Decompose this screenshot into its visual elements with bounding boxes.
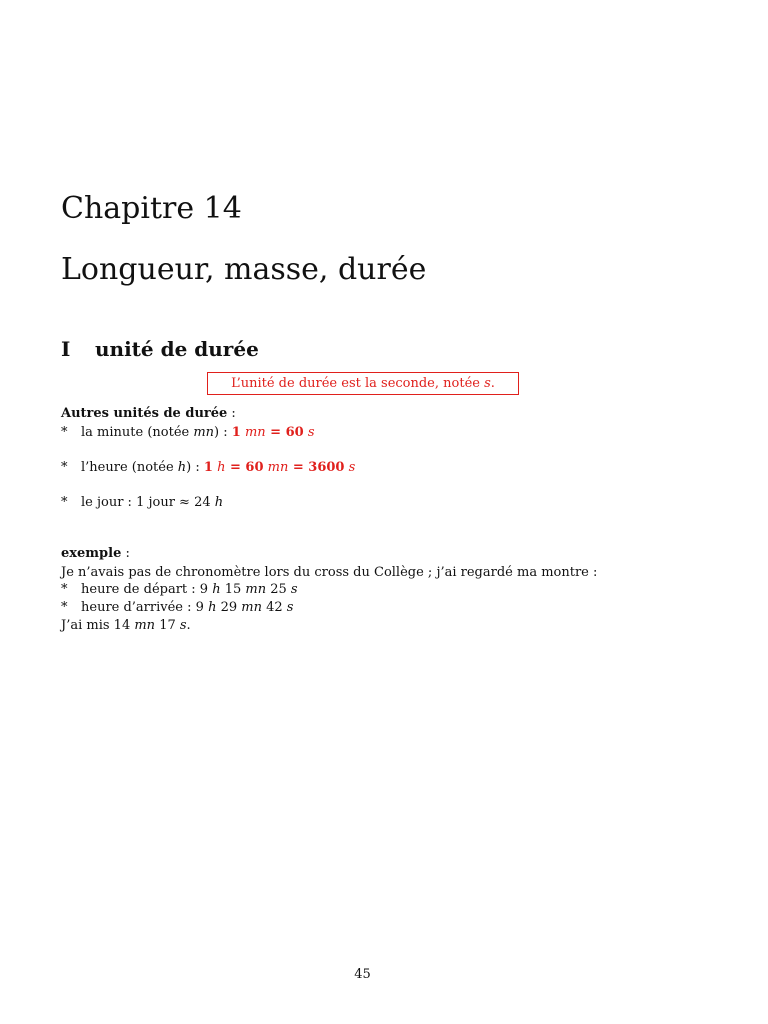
arrival-value-s: 42 bbox=[261, 600, 287, 615]
minute-text: la minute (notée bbox=[81, 425, 194, 440]
list-item-arrival bbox=[61, 599, 293, 617]
definition-end: . bbox=[490, 376, 495, 391]
hour-text-end: ) : bbox=[186, 460, 204, 475]
hour-eq-unit3: s bbox=[348, 460, 356, 475]
arrival-value-mn: 29 bbox=[216, 600, 242, 615]
definition-symbol: s bbox=[484, 376, 491, 391]
hour-eq-unit2: mn bbox=[267, 460, 289, 475]
bullet-marker: * bbox=[61, 582, 68, 597]
list-item-minute bbox=[61, 424, 315, 442]
arrival-unit-h: h bbox=[208, 600, 217, 615]
result-unit-s: s bbox=[179, 618, 187, 633]
example-heading bbox=[61, 545, 130, 563]
hour-eq-2: 60 bbox=[245, 460, 264, 475]
list-item-hour bbox=[61, 459, 355, 477]
start-value-mn: 15 bbox=[220, 582, 246, 597]
example-intro: Je n’avais pas de chronomètre lors du cross du Collège ; j’ai regardé ma montre : bbox=[61, 565, 598, 580]
start-unit-s: s bbox=[290, 582, 298, 597]
example-heading-text: exemple bbox=[61, 546, 122, 561]
other-units-heading bbox=[61, 405, 236, 423]
minute-eq-2: 60 bbox=[285, 425, 304, 440]
arrival-unit-s: s bbox=[286, 600, 294, 615]
bullet-marker: * bbox=[61, 495, 68, 510]
hour-eq-3: 3600 bbox=[308, 460, 345, 475]
minute-unit: mn bbox=[193, 425, 215, 440]
page-number: 45 bbox=[354, 967, 371, 982]
hour-eq-1: 1 bbox=[203, 460, 213, 475]
definition-text: L’unité de durée est la seconde, notée bbox=[231, 376, 480, 391]
start-label: heure de départ : 9 bbox=[81, 582, 213, 597]
start-unit-mn: mn bbox=[245, 582, 267, 597]
result-value-s: 17 bbox=[155, 618, 180, 633]
list-item-day bbox=[61, 494, 223, 512]
section-heading bbox=[61, 336, 259, 362]
result-text: J’ai mis 14 bbox=[61, 618, 135, 633]
minute-text-end: ) : bbox=[214, 425, 232, 440]
other-units-heading-text: Autres unités de durée bbox=[61, 406, 228, 421]
minute-eq-sign: = bbox=[265, 425, 286, 440]
list-item-start bbox=[61, 581, 298, 599]
chapter-label: Chapitre 14 bbox=[61, 191, 242, 226]
definition-box bbox=[207, 372, 519, 395]
minute-eq-unit1: mn bbox=[244, 425, 266, 440]
hour-eq-sign2: = bbox=[288, 460, 309, 475]
result-end: . bbox=[186, 618, 191, 633]
hour-eq-unit1: h bbox=[217, 460, 226, 475]
hour-eq-sign1: = bbox=[225, 460, 246, 475]
minute-eq-1: 1 bbox=[231, 425, 241, 440]
arrival-unit-mn: mn bbox=[241, 600, 262, 615]
example-heading-suffix: : bbox=[121, 546, 130, 561]
hour-text: l’heure (notée bbox=[81, 460, 178, 475]
section-number: I bbox=[61, 337, 71, 361]
bullet-marker: * bbox=[61, 460, 68, 475]
start-unit-h: h bbox=[212, 582, 221, 597]
bullet-marker: * bbox=[61, 600, 68, 615]
start-value-s: 25 bbox=[266, 582, 291, 597]
section-title: unité de durée bbox=[95, 337, 259, 361]
day-unit: h bbox=[214, 495, 224, 510]
day-text: le jour : 1 jour ≈ 24 bbox=[81, 495, 215, 510]
result-unit-mn: mn bbox=[134, 618, 156, 633]
other-units-heading-suffix: : bbox=[227, 406, 236, 421]
example-result bbox=[61, 617, 191, 635]
hour-unit: h bbox=[177, 460, 187, 475]
arrival-label: heure d’arrivée : 9 bbox=[81, 600, 209, 615]
minute-eq-unit2: s bbox=[307, 425, 315, 440]
chapter-title: Longueur, masse, durée bbox=[61, 252, 427, 287]
bullet-marker: * bbox=[61, 425, 68, 440]
